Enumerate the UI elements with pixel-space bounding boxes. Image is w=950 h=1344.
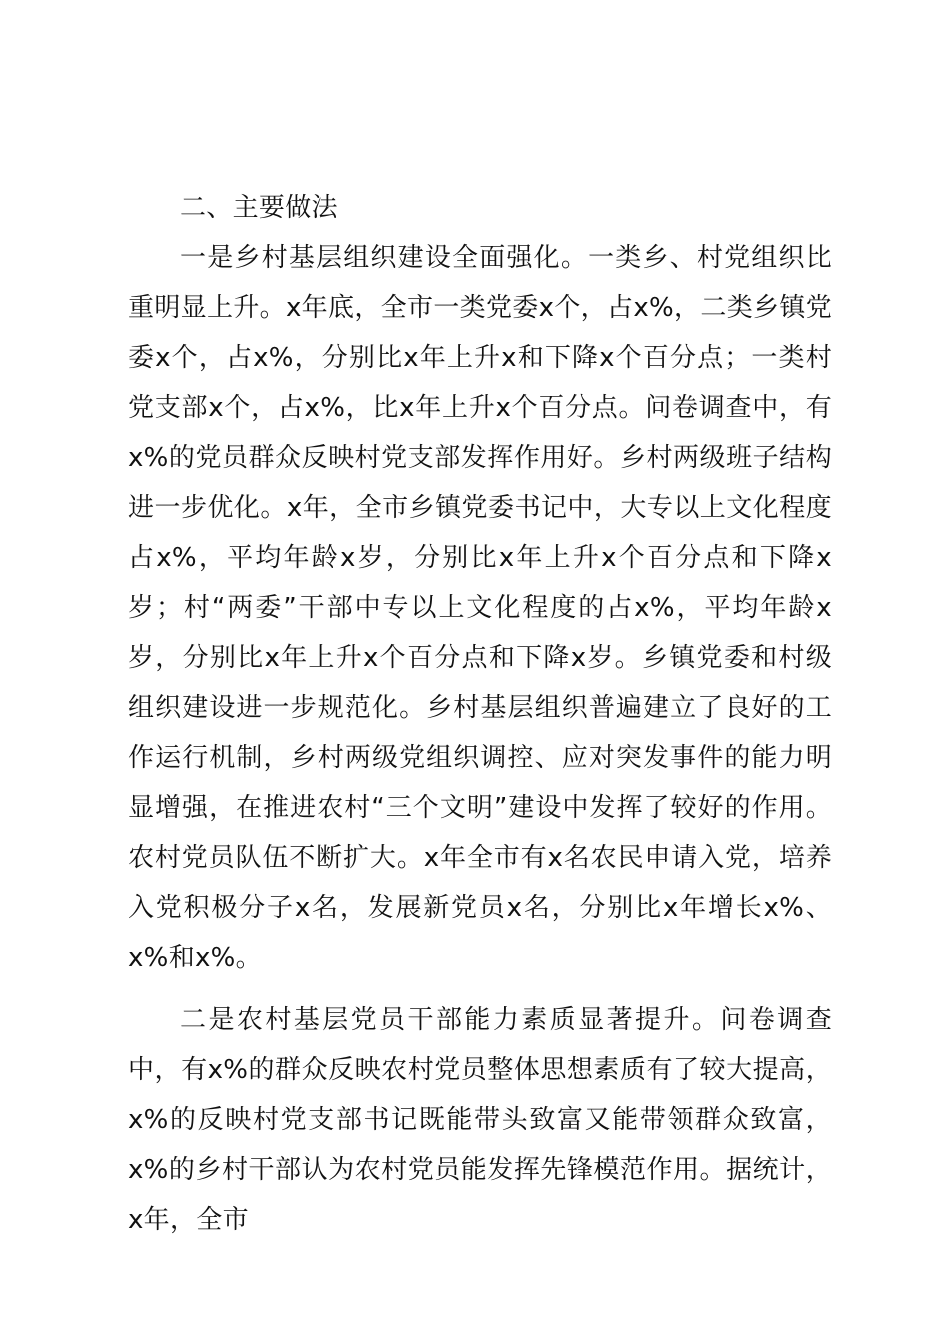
section-heading: 二、主要做法 — [180, 193, 338, 223]
paragraph-1: 一是乡村基层组织建设全面强化。一类乡、村党组织比重明显上升。x年底，全市一类党委x个，占x%，二类乡镇党委x个，占x%，分别比x年上升x和下降x个百分点；一类村党支部x个，占x%，比x年上升x个百分点。问卷调查中，有x%的党员群众反映村党支部发挥作用好。乡村两级班子结构进一步优化。x年，全市乡镇党委书记中，大专以上文化程度占x%，平均年龄x岁，分别比x年上升x个百分点和下降x岁；村“两委”干部中专以上文化程度的占x%，平均年龄x岁，分别比x年上升x个百分点和下降x岁。乡镇党委和村级组织建设进一步规范化。乡村基层组织普遍建立了良好的工作运行机制，乡村两级党组织调控、应对突发事件的能力明显增强，在推进农村“三个文明”建设中发挥了较好的作用。农村党员队伍不断扩大。x年全市有x名农民申请入党，培养入党积极分子x名，发展新党员x名，分别比x年增长x%、x%和x%。 — [128, 243, 832, 973]
paragraph-2: 二是农村基层党员干部能力素质显著提升。问卷调查中，有x%的群众反映农村党员整体思想素质有了较大提高，x%的反映村党支部书记既能带头致富又能带领群众致富，x%的乡村干部认为农村党员能发挥先锋模范作用。据统计，x年，全市 — [128, 1005, 832, 1235]
document-body — [128, 183, 832, 1245]
